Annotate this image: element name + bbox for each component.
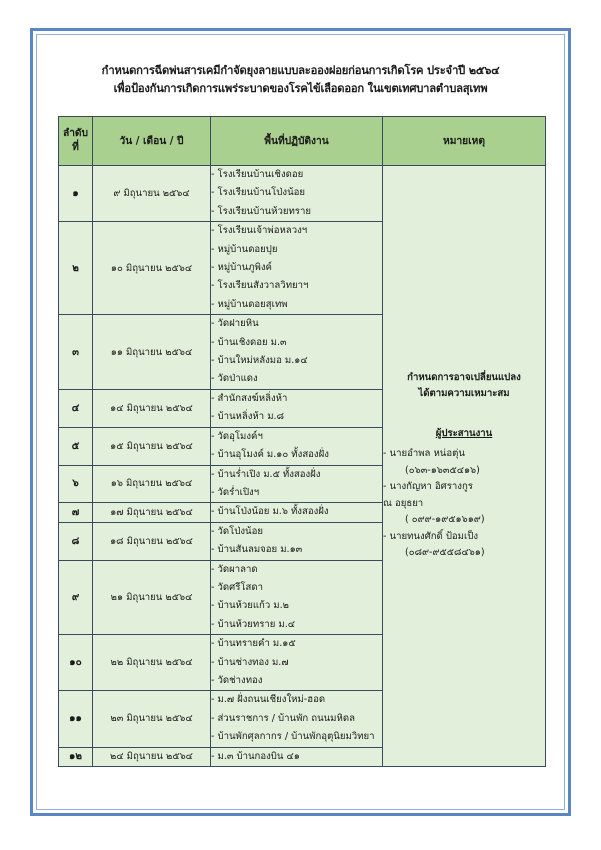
table-row <box>59 166 546 222</box>
area-item: - โรงเรียนบ้านโป่งน้อย <box>211 187 306 199</box>
row-number: ๒ <box>59 222 93 315</box>
coordinator-name: - นายทนงศักดิ์ ป้อมเป็ง <box>383 530 479 542</box>
row-date: ๑๗ มิถุนายน ๒๕๖๔ <box>93 503 211 522</box>
area-item: - หมู่บ้านดอยสุเทพ <box>211 298 288 310</box>
row-date: ๑๑ มิถุนายน ๒๕๖๔ <box>93 315 211 390</box>
area-item: - ม.๓ บ้านกองบิน ๔๑ <box>211 750 300 762</box>
coordinator-phone: (๐๖๓-๑๖๓๕๔๑๖) <box>405 464 480 476</box>
area-item: - บ้านห้วยแก้ว ม.๒ <box>211 600 290 612</box>
coordinator-phone: (๐๘๙-๙๕๕๘๔๖๑) <box>405 547 485 559</box>
coordinator-heading: ผู้ประสานงาน <box>435 428 493 440</box>
area-item: - โรงเรียนเจ้าพ่อหลวงฯ <box>211 225 308 237</box>
row-areas <box>211 747 383 766</box>
row-number: ๗ <box>59 503 93 522</box>
row-number: ๓ <box>59 315 93 390</box>
remark-cell <box>383 166 546 767</box>
area-item: - บ้านร่ำเปิง ม.๕ ทั้งสองฝั่ง <box>211 468 321 480</box>
area-item: - บ้านห้วยทราย ม.๔ <box>211 618 296 630</box>
coordinator-list <box>383 446 545 562</box>
remark-heading-1: กำหนดการอาจเปลี่ยนแปลง <box>407 372 521 384</box>
coordinator-name: - นายอำพล หน่อตุ่น <box>383 448 465 460</box>
area-item: - โรงเรียนบ้านเชิงดอย <box>211 169 304 180</box>
row-date: ๙ มิถุนายน ๒๕๖๔ <box>93 166 211 222</box>
row-areas <box>211 691 383 747</box>
row-date: ๑๘ มิถุนายน ๒๕๖๔ <box>93 522 211 560</box>
row-number: ๘ <box>59 522 93 560</box>
row-areas <box>211 222 383 315</box>
area-item: - บ้านพักศุลกากร / บ้านพักอุตุนิยมวิทยา <box>211 731 375 743</box>
row-date: ๒๑ มิถุนายน ๒๕๖๔ <box>93 560 211 635</box>
table-header-row <box>59 117 546 166</box>
title-line-1: กำหนดการฉีดพ่นสารเคมีกำจัดยุงลายแบบละอองฝอยก่อนการเกิดโรค ประจำปี ๒๕๖๔ <box>101 64 500 77</box>
row-number: ๖ <box>59 465 93 503</box>
document-title <box>45 62 556 98</box>
coordinator-name-cont: ณ อยุธยา <box>383 497 424 509</box>
area-item: - สำนักสงฆ์หลิ่งห้า <box>211 392 288 404</box>
row-areas <box>211 465 383 503</box>
coordinator-name: - นางกัญหา อิศรางกูร <box>383 481 473 493</box>
area-item: - วัดศรีโสดา <box>211 581 263 593</box>
row-number: ๑๑ <box>59 691 93 747</box>
row-areas <box>211 389 383 427</box>
row-number: ๑ <box>59 166 93 222</box>
row-number: ๔ <box>59 389 93 427</box>
row-date: ๑๖ มิถุนายน ๒๕๖๔ <box>93 465 211 503</box>
row-areas <box>211 503 383 522</box>
area-item: - หมู่บ้านดอยปุย <box>211 243 278 255</box>
row-date: ๑๐ มิถุนายน ๒๕๖๔ <box>93 222 211 315</box>
area-item: - วัดร่ำเปิงฯ <box>211 486 260 498</box>
area-item: - วัดอุโมงค์ฯ <box>211 430 263 442</box>
area-item: - โรงเรียนบ้านห้วยทราย <box>211 205 311 217</box>
area-item: - บ้านเชิงดอย ม.๓ <box>211 336 287 348</box>
area-item: - บ้านอุโมงค์ ม.๑๐ ทั้งสองฝั่ง <box>211 449 329 461</box>
title-line-2: เพื่อป้องกันการเกิดการแพร่ระบาดของโรคไข้เลือดออก ในเขตเทศบาลตำบลสุเทพ <box>113 82 488 95</box>
row-areas <box>211 427 383 465</box>
row-areas <box>211 635 383 691</box>
row-areas <box>211 166 383 222</box>
row-number: ๕ <box>59 427 93 465</box>
area-item: - วัดฝายหิน <box>211 318 259 330</box>
row-number: ๙ <box>59 560 93 635</box>
row-date: ๑๕ มิถุนายน ๒๕๖๔ <box>93 427 211 465</box>
header-area: พื้นที่ปฏิบัติงาน <box>211 117 383 166</box>
area-item: - บ้านหลิ่งห้า ม.๘ <box>211 411 284 423</box>
row-date: ๒๒ มิถุนายน ๒๕๖๔ <box>93 635 211 691</box>
header-date: วัน / เดือน / ปี <box>93 117 211 166</box>
area-item: - บ้านโป่งน้อย ม.๖ ทั้งสองฝั่ง <box>211 506 329 518</box>
area-item: - วัดป่าแดง <box>211 373 258 385</box>
row-date: ๒๓ มิถุนายน ๒๕๖๔ <box>93 691 211 747</box>
header-no: ลำดับ ที่ <box>59 117 93 166</box>
area-item: - บ้านทรายคำ ม.๑๕ <box>211 638 296 650</box>
remark-heading-2: ได้ตามความเหมาะสม <box>418 388 510 400</box>
area-item: - ส่วนราชการ / บ้านพัก ถนนมหิดล <box>211 712 355 724</box>
row-number: ๑๐ <box>59 635 93 691</box>
area-item: - ม.๗ ฝั่งถนนเชียงใหม่-ฮอด <box>211 694 326 706</box>
row-number: ๑๒ <box>59 747 93 766</box>
area-item: - โรงเรียนสังวาลวิทยาฯ <box>211 280 309 292</box>
area-item: - วัดช่างทอง <box>211 674 263 686</box>
area-item: - วัดโป่งน้อย <box>211 525 263 537</box>
row-areas <box>211 560 383 635</box>
area-item: - วัดผาลาด <box>211 563 258 575</box>
area-item: - หมู่บ้านภูพิงค์ <box>211 262 272 274</box>
area-item: - บ้านช่างทอง ม.๗ <box>211 656 289 668</box>
header-remark: หมายเหตุ <box>383 117 546 166</box>
area-item: - บ้านสันลมจอย ม.๑๓ <box>211 544 303 556</box>
row-areas <box>211 522 383 560</box>
row-date: ๑๔ มิถุนายน ๒๕๖๔ <box>93 389 211 427</box>
coordinator-phone: ( ๐๙๙-๑๙๕๑๖๑๙) <box>405 514 485 526</box>
row-areas <box>211 315 383 390</box>
row-date: ๒๔ มิถุนายน ๒๕๖๔ <box>93 747 211 766</box>
area-item: - บ้านใหม่หลังมอ ม.๑๔ <box>211 355 308 367</box>
schedule-table <box>58 116 546 767</box>
